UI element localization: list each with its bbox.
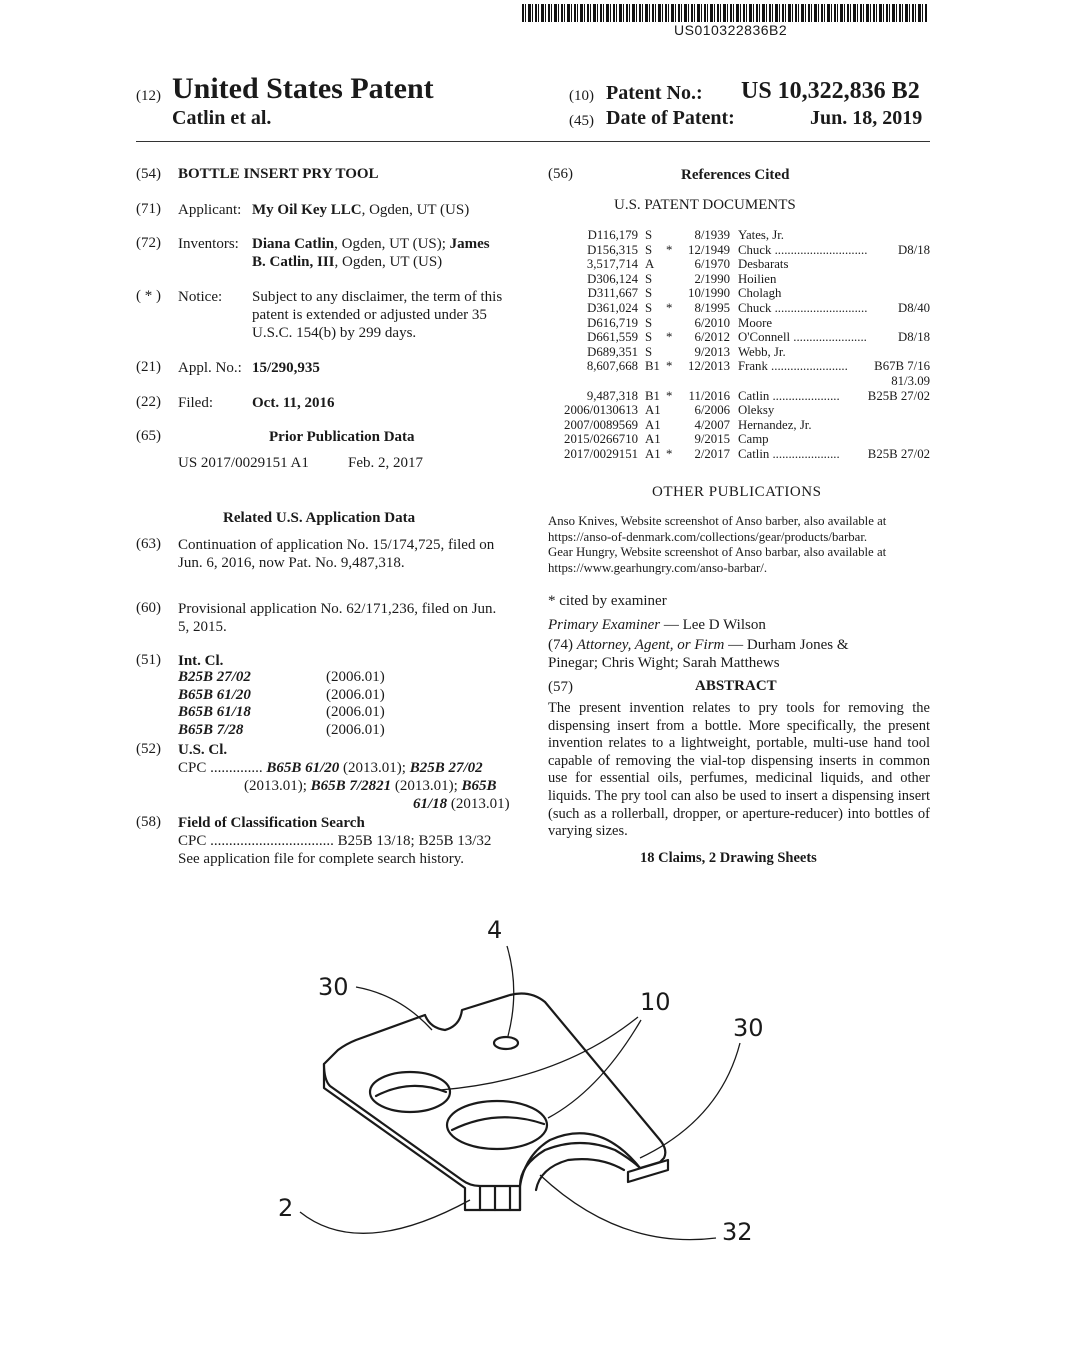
provisional-text: Provisional application No. 62/171,236, filed on Jun. 5, 2015. bbox=[178, 601, 497, 635]
reference-name: Hernandez, Jr. bbox=[738, 417, 812, 432]
code-65: (65) bbox=[136, 428, 161, 444]
reference-cls: D8/40 bbox=[898, 300, 930, 315]
patent-number: US 10,322,836 B2 bbox=[741, 78, 920, 104]
filed-date: Oct. 11, 2016 bbox=[252, 395, 335, 411]
int-cl-row: B65B 61/20 (2006.01) bbox=[178, 686, 385, 703]
reference-no: D116,179 bbox=[587, 228, 638, 242]
code-72: (72) bbox=[136, 235, 161, 251]
reference-no: 2017/0029151 bbox=[564, 446, 638, 461]
ref-label-10: 10 bbox=[640, 988, 671, 1016]
ref-label-32: 32 bbox=[722, 1218, 753, 1246]
reference-star: * bbox=[666, 359, 673, 374]
reference-date: 2/1990 bbox=[694, 271, 730, 286]
reference-row bbox=[548, 418, 930, 433]
code-71: (71) bbox=[136, 201, 161, 217]
reference-no: 2015/0266710 bbox=[564, 432, 638, 447]
reference-no: 3,517,714 bbox=[586, 257, 638, 272]
reference-name: Yates, Jr. bbox=[738, 228, 784, 242]
reference-name: Chuck ............................. bbox=[738, 300, 868, 315]
notice-text: Subject to any disclaimer, the term of this patent is extended or adjusted under 35 U.S.C. 154(b) by 299 days. bbox=[252, 289, 503, 341]
reference-row bbox=[548, 345, 930, 360]
us-patent-docs-heading: U.S. PATENT DOCUMENTS bbox=[614, 197, 796, 213]
reference-date: 9/2015 bbox=[694, 432, 730, 447]
int-cl-row: B65B 61/18 (2006.01) bbox=[178, 704, 385, 720]
reference-kind: S bbox=[645, 344, 653, 359]
reference-no: D616,719 bbox=[587, 315, 638, 330]
reference-star: * bbox=[666, 300, 673, 315]
pub-1-url: https://anso-of-denmark.com/collections/gear/products/barbar. bbox=[548, 529, 868, 544]
reference-cls: B25B 27/02 bbox=[867, 388, 930, 403]
reference-date: 4/2007 bbox=[694, 417, 730, 432]
reference-date: 6/1970 bbox=[694, 257, 730, 272]
reference-no: D689,351 bbox=[587, 344, 638, 359]
reference-name: Frank ........................ bbox=[738, 359, 848, 374]
reference-name: Chuck ............................. bbox=[738, 242, 868, 257]
leader-32 bbox=[540, 1175, 716, 1240]
reference-kind: B1 bbox=[645, 388, 660, 403]
int-cl-row: B65B 7/28 (2006.01) bbox=[178, 721, 385, 738]
patent-title: United States Patent bbox=[172, 72, 434, 105]
reference-kind: S bbox=[645, 242, 653, 257]
reference-date: 11/2016 bbox=[688, 388, 730, 403]
cited-by-examiner: * cited by examiner bbox=[548, 593, 667, 609]
code-56: (56) bbox=[548, 166, 573, 182]
reference-cls: D8/18 bbox=[898, 330, 930, 345]
patent-date: Jun. 18, 2019 bbox=[810, 107, 923, 129]
reference-date: 6/2012 bbox=[694, 330, 730, 345]
applicant: My Oil Key LLC, Ogden, UT (US) bbox=[252, 202, 470, 218]
reference-kind: A1 bbox=[645, 432, 661, 447]
reference-kind: S bbox=[645, 271, 653, 286]
reference-no: D306,124 bbox=[587, 271, 638, 286]
header-rule bbox=[136, 141, 930, 142]
references-list bbox=[548, 228, 930, 462]
notch-lower-edge bbox=[536, 1159, 624, 1190]
continuation-text: Continuation of application No. 15/174,725, filed on Jun. 6, 2016, now Pat. No. 9,487,318. bbox=[178, 537, 495, 571]
reference-row bbox=[548, 243, 930, 258]
code-58: (58) bbox=[136, 814, 161, 830]
reference-row bbox=[548, 359, 930, 374]
barcode-number: US010322836B2 bbox=[674, 22, 788, 38]
pub-2: Gear Hungry, Website screenshot of Anso barbar, also available at bbox=[548, 545, 887, 559]
barcode bbox=[522, 4, 928, 22]
reference-kind: S bbox=[645, 228, 653, 242]
code-63: (63) bbox=[136, 536, 161, 552]
reference-row bbox=[548, 257, 930, 272]
reference-row bbox=[548, 272, 930, 287]
reference-row bbox=[548, 447, 930, 462]
appl-no: 15/290,935 bbox=[252, 360, 320, 376]
reference-row bbox=[548, 330, 930, 345]
ref-label-4: 4 bbox=[487, 916, 503, 944]
reference-star: * bbox=[666, 242, 673, 257]
reference-kind: S bbox=[645, 330, 653, 345]
invention-title: BOTTLE INSERT PRY TOOL bbox=[178, 166, 379, 182]
reference-no: 2006/0130613 bbox=[564, 403, 638, 418]
other-pubs bbox=[548, 514, 933, 576]
us-cl-line1: CPC .............. B65B 61/20 (2013.01); B25B 27/02 bbox=[178, 760, 483, 776]
patent-drawing bbox=[0, 880, 1080, 1340]
reference-row bbox=[548, 316, 930, 331]
reference-date: 9/2013 bbox=[694, 344, 730, 359]
filed-label: Filed: bbox=[178, 395, 214, 411]
reference-row bbox=[548, 228, 930, 243]
abstract-heading: ABSTRACT bbox=[695, 678, 777, 694]
pub-2-url: https://www.gearhungry.com/anso-barbar/. bbox=[548, 560, 768, 575]
reference-name: Catlin ..................... bbox=[738, 446, 840, 461]
code-51: (51) bbox=[136, 652, 161, 668]
ref-label-30-right: 30 bbox=[733, 1014, 764, 1042]
reference-no: D156,315 bbox=[587, 242, 638, 257]
reference-name: Oleksy bbox=[738, 403, 775, 418]
other-pubs-heading: OTHER PUBLICATIONS bbox=[652, 484, 822, 500]
int-cl-table bbox=[178, 669, 418, 739]
reference-cls: D8/18 bbox=[898, 242, 930, 257]
reference-no: 2007/0089569 bbox=[564, 417, 638, 432]
reference-star: * bbox=[666, 446, 673, 461]
patent-authors: Catlin et al. bbox=[172, 107, 272, 129]
reference-row bbox=[548, 286, 930, 301]
reference-cls: B67B 7/16 bbox=[874, 359, 930, 374]
inventors: Diana Catlin, Ogden, UT (US); James B. Catlin, III, Ogden, UT (US) bbox=[252, 236, 490, 270]
plate-top-face bbox=[324, 994, 665, 1186]
reference-name: Catlin ..................... bbox=[738, 388, 840, 403]
code-12: (12) bbox=[136, 88, 161, 104]
reference-date: 2/2017 bbox=[694, 446, 730, 461]
code-notice: ( * ) bbox=[136, 288, 161, 304]
reference-date: 10/1990 bbox=[688, 286, 730, 301]
reference-cls: B25B 27/02 bbox=[867, 446, 930, 461]
inventors-label: Inventors: bbox=[178, 236, 239, 252]
reference-no: 9,487,318 bbox=[586, 388, 638, 403]
code-57: (57) bbox=[548, 679, 573, 695]
reference-kind: A1 bbox=[645, 446, 661, 461]
prior-pub-date: Feb. 2, 2017 bbox=[348, 455, 423, 471]
int-cl-heading: Int. Cl. bbox=[178, 653, 224, 669]
reference-cls: 81/3.09 bbox=[891, 373, 930, 388]
claims-count: 18 Claims, 2 Drawing Sheets bbox=[640, 850, 817, 866]
appl-no-label: Appl. No.: bbox=[178, 360, 242, 376]
abstract-text: The present invention relates to pry tools for removing the dispensing insert from a bottle. More specifically, the present invention relates to a lightweight, portable, multi-use hand tool capable of removing the vial-top dispensing inserts in common use for essential oils, perfumes, medicinal liquids, and other liquids. The pry tool can also be used to insert a dispensing insert (such as a rollerball, dropper, or aperture-reducer) into bottles of varying sizes. bbox=[548, 700, 930, 840]
reference-name: Moore bbox=[738, 315, 773, 330]
reference-kind: A1 bbox=[645, 403, 661, 418]
code-60: (60) bbox=[136, 600, 161, 616]
ref-label-30-left: 30 bbox=[318, 973, 349, 1001]
references-heading: References Cited bbox=[681, 167, 790, 183]
reference-no: D361,024 bbox=[587, 300, 638, 315]
code-10: (10) bbox=[569, 88, 594, 104]
field-search-heading: Field of Classification Search bbox=[178, 815, 365, 831]
reference-kind: S bbox=[645, 286, 653, 301]
reference-star: * bbox=[666, 388, 673, 403]
reference-name: Cholagh bbox=[738, 286, 782, 301]
pub-1: Anso Knives, Website screenshot of Anso barber, also available at bbox=[548, 514, 887, 528]
reference-kind: S bbox=[645, 300, 653, 315]
reference-kind: B1 bbox=[645, 359, 660, 374]
reference-no: D311,667 bbox=[587, 286, 638, 301]
reference-row bbox=[548, 374, 930, 389]
reference-row bbox=[548, 403, 930, 418]
us-cl-line2: (2013.01); B65B 7/2821 (2013.01); B65B bbox=[244, 778, 497, 794]
reference-date: 12/1949 bbox=[688, 242, 730, 257]
code-54: (54) bbox=[136, 166, 161, 182]
patent-no-label: Patent No.: bbox=[606, 82, 703, 104]
field-search-note: See application file for complete search history. bbox=[178, 851, 465, 867]
applicant-label: Applicant: bbox=[178, 202, 242, 218]
code-21: (21) bbox=[136, 359, 161, 375]
code-45: (45) bbox=[569, 113, 594, 129]
reference-name: Hoilien bbox=[738, 271, 777, 286]
reference-row bbox=[548, 389, 930, 404]
reference-kind: A bbox=[645, 257, 655, 272]
prior-pub-heading: Prior Publication Data bbox=[269, 429, 415, 445]
reference-date: 6/2010 bbox=[694, 315, 730, 330]
reference-star: * bbox=[666, 330, 673, 345]
date-label: Date of Patent: bbox=[606, 107, 735, 129]
int-cl-row: B25B 27/02 (2006.01) bbox=[178, 669, 385, 685]
code-22: (22) bbox=[136, 394, 161, 410]
reference-no: D661,559 bbox=[587, 330, 638, 345]
notice-label: Notice: bbox=[178, 289, 223, 305]
reference-date: 8/1939 bbox=[694, 228, 730, 242]
reference-name: O'Connell ....................... bbox=[738, 330, 867, 345]
reference-name: Desbarats bbox=[738, 257, 789, 272]
code-52: (52) bbox=[136, 741, 161, 757]
reference-row bbox=[548, 432, 930, 447]
reference-no: 8,607,668 bbox=[586, 359, 638, 374]
leader-2 bbox=[300, 1200, 470, 1233]
ref-label-2: 2 bbox=[278, 1194, 294, 1222]
reference-name: Webb, Jr. bbox=[738, 344, 786, 359]
reference-date: 8/1995 bbox=[694, 300, 730, 315]
us-cl-line3: 61/18 (2013.01) bbox=[413, 796, 510, 812]
reference-name: Camp bbox=[738, 432, 769, 447]
field-search-cpc: CPC ................................. B25B 13/18; B25B 13/32 bbox=[178, 833, 492, 849]
us-cl-heading: U.S. Cl. bbox=[178, 742, 228, 758]
reference-row bbox=[548, 301, 930, 316]
related-data-heading: Related U.S. Application Data bbox=[223, 510, 416, 526]
prior-pub-number: US 2017/0029151 A1 bbox=[178, 455, 309, 471]
reference-date: 6/2006 bbox=[694, 403, 730, 418]
primary-examiner: Primary Examiner — Lee D Wilson bbox=[548, 617, 766, 633]
reference-kind: S bbox=[645, 315, 653, 330]
attorney: (74) Attorney, Agent, or Firm — Durham Jones & Pinegar; Chris Wight; Sarah Matthews bbox=[548, 637, 849, 671]
reference-date: 12/2013 bbox=[688, 359, 730, 374]
reference-kind: A1 bbox=[645, 417, 661, 432]
